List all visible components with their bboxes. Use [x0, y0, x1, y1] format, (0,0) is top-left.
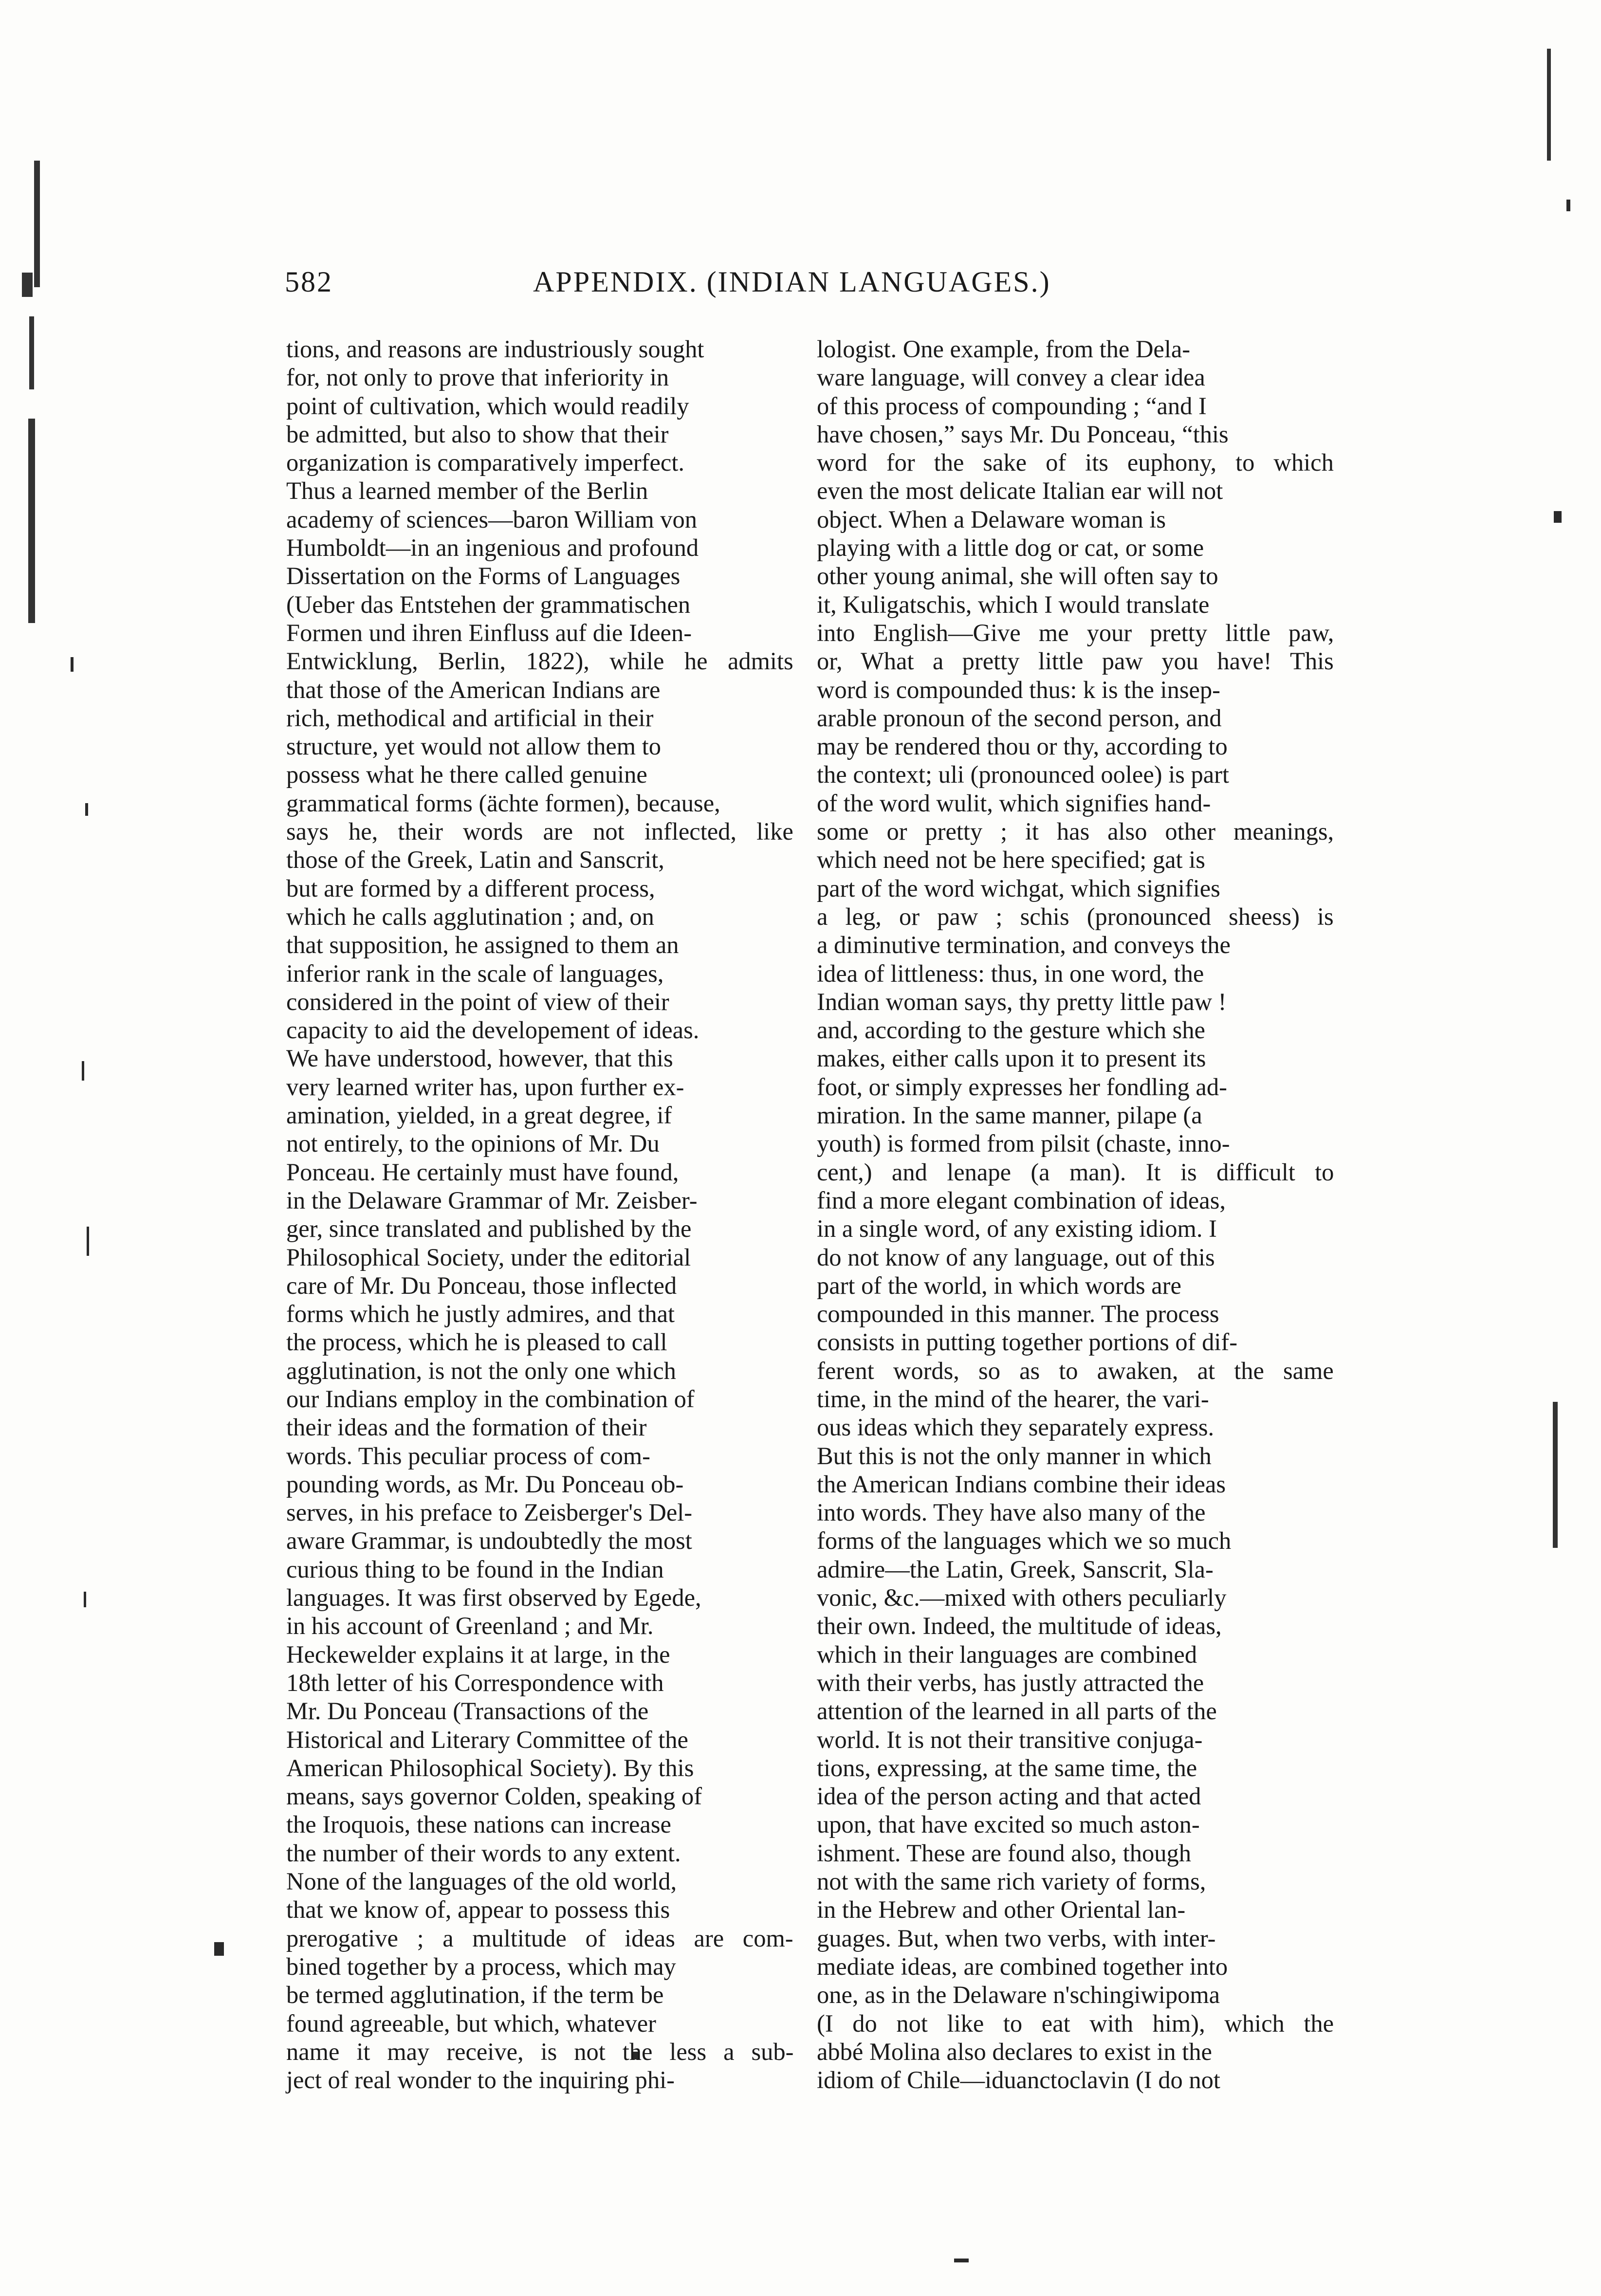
text-line: the process, which he is pleased to call [286, 1328, 667, 1356]
text-line: word is compounded thus: k is the insep- [817, 676, 1220, 703]
text-line: which he calls agglutination ; and, on [286, 902, 654, 930]
binding-mark-left [22, 273, 33, 297]
text-line: agglutination, is not the only one which [286, 1357, 676, 1384]
text-line: in the Delaware Grammar of Mr. Zeisber- [286, 1186, 698, 1214]
text-line: inferior rank in the scale of languages, [286, 959, 664, 987]
left-column [286, 335, 793, 2094]
text-line: prerogative ; a multitude of ideas are com- [286, 1924, 793, 1952]
text-line: languages. It was first observed by Egede, [286, 1584, 701, 1612]
text-line: Thus a learned member of the Berlin [286, 477, 648, 505]
text-line: may be rendered thou or thy, according to [817, 733, 1228, 760]
text-line: amination, yielded, in a great degree, if [286, 1102, 672, 1129]
speck [214, 1942, 224, 1956]
text-line: it, Kuligatschis, which I would translate [817, 590, 1210, 618]
page-number: 582 [285, 266, 333, 298]
text-line: idiom of Chile—iduanctoclavin (I do not [817, 2066, 1220, 2094]
text-line: find a more elegant combination of ideas, [817, 1186, 1226, 1214]
text-line: mediate ideas, are combined together into [817, 1952, 1228, 1980]
text-line: bined together by a process, which may [286, 1952, 676, 1980]
text-line: lologist. One example, from the Dela- [817, 335, 1191, 363]
text-line: world. It is not their transitive conjuga- [817, 1726, 1203, 1753]
text-line: tions, and reasons are industriously sought [286, 335, 704, 363]
text-line: idea of littleness: thus, in one word, the [817, 959, 1204, 987]
text-line: pounding words, as Mr. Du Ponceau ob- [286, 1470, 684, 1498]
text-line: makes, either calls upon it to present its [817, 1045, 1206, 1072]
text-line: Dissertation on the Forms of Languages [286, 562, 681, 590]
text-line: aware Grammar, is undoubtedly the most [286, 1527, 692, 1555]
text-line: youth) is formed from pilsit (chaste, inno- [817, 1130, 1230, 1157]
text-line: guages. But, when two verbs, with inter- [817, 1924, 1216, 1952]
text-line: of the word wulit, which signifies hand- [817, 789, 1211, 817]
text-line: that those of the American Indians are [286, 676, 661, 703]
text-line: the American Indians combine their ideas [817, 1470, 1226, 1498]
text-line: other young animal, she will often say to [817, 562, 1218, 590]
speck [82, 1061, 84, 1081]
text-line: consists in putting together portions of dif- [817, 1328, 1238, 1356]
text-line: name it may receive, is not the less a sub- [286, 2038, 794, 2065]
text-line: of this process of compounding ; “and I [817, 392, 1207, 420]
text-line: considered in the point of view of their [286, 988, 669, 1015]
text-line: Mr. Du Ponceau (Transactions of the [286, 1697, 649, 1725]
text-line: our Indians employ in the combination of [286, 1385, 695, 1413]
text-line: academy of sciences—baron William von [286, 505, 698, 533]
text-line: word for the sake of its euphony, to which [817, 449, 1334, 477]
text-line: foot, or simply expresses her fondling ad- [817, 1073, 1227, 1101]
text-line: ger, since translated and published by the [286, 1215, 692, 1243]
text-line: not entirely, to the opinions of Mr. Du [286, 1130, 660, 1157]
text-line: ishment. These are found also, though [817, 1839, 1192, 1867]
speck [85, 803, 88, 816]
text-line: their own. Indeed, the multitude of ideas, [817, 1612, 1222, 1640]
text-line: capacity to aid the developement of ideas. [286, 1016, 699, 1044]
text-line: attention of the learned in all parts of the [817, 1697, 1217, 1725]
text-line: that supposition, he assigned to them an [286, 931, 679, 959]
text-line: not with the same rich variety of forms, [817, 1868, 1206, 1895]
text-line: Indian woman says, thy pretty little paw ! [817, 988, 1227, 1015]
speck [71, 657, 74, 672]
text-line: words. This peculiar process of com- [286, 1442, 650, 1469]
binding-mark-left [34, 161, 40, 287]
right-column [817, 335, 1334, 2094]
text-line: tions, expressing, at the same time, the [817, 1754, 1197, 1782]
text-line: ject of real wonder to the inquiring phi- [286, 2066, 675, 2094]
text-line: part of the world, in which words are [817, 1271, 1181, 1299]
text-line: Historical and Literary Committee of the [286, 1726, 688, 1753]
text-line: ous ideas which they separately express. [817, 1414, 1215, 1441]
text-line: serves, in his preface to Zeisberger's Del- [286, 1499, 693, 1526]
text-line: for, not only to prove that inferiority in [286, 364, 669, 391]
text-line: do not know of any language, out of this [817, 1243, 1215, 1271]
text-line: curious thing to be found in the Indian [286, 1555, 664, 1583]
text-line: arable pronoun of the second person, and [817, 704, 1222, 732]
speck [954, 2259, 969, 2262]
text-line: and, according to the gesture which she [817, 1016, 1205, 1044]
text-line: says he, their words are not inflected, like [286, 818, 793, 845]
binding-mark-right [1553, 1402, 1558, 1548]
text-line: vonic, &c.—mixed with others peculiarly [817, 1584, 1227, 1612]
text-line: in his account of Greenland ; and Mr. [286, 1612, 654, 1640]
text-line: the context; uli (pronounced oolee) is part [817, 761, 1230, 789]
text-line: But this is not the only manner in which [817, 1442, 1212, 1469]
text-line: found agreeable, but which, whatever [286, 2009, 656, 2037]
text-line: one, as in the Delaware n'schingiwipoma [817, 1981, 1220, 2009]
text-line: structure, yet would not allow them to [286, 733, 661, 760]
text-line: possess what he there called genuine [286, 761, 647, 789]
text-line: a leg, or paw ; schis (pronounced sheess) is [817, 902, 1334, 930]
text-line: means, says governor Colden, speaking of [286, 1782, 702, 1810]
text-line: organization is comparatively imperfect. [286, 449, 684, 477]
text-line: some or pretty ; it has also other meanings, [817, 818, 1334, 845]
text-line: be termed agglutination, if the term be [286, 1981, 664, 2009]
text-line: care of Mr. Du Ponceau, those inflected [286, 1271, 677, 1299]
text-line: abbé Molina also declares to exist in the [817, 2038, 1212, 2065]
text-line: into English—Give me your pretty little paw, [817, 619, 1334, 646]
text-line: (Ueber das Entstehen der grammatischen [286, 590, 691, 618]
text-line: idea of the person acting and that acted [817, 1782, 1201, 1810]
text-line: ferent words, so as to awaken, at the same [817, 1357, 1334, 1384]
text-line: American Philosophical Society). By this [286, 1754, 694, 1782]
text-line: admire—the Latin, Greek, Sanscrit, Sla- [817, 1555, 1214, 1583]
text-line: in the Hebrew and other Oriental lan- [817, 1896, 1186, 1924]
text-line: playing with a little dog or cat, or some [817, 534, 1204, 562]
speck [1566, 200, 1570, 211]
page-header [285, 265, 1326, 309]
text-line: Philosophical Society, under the editorial [286, 1243, 691, 1271]
text-line: rich, methodical and artificial in their [286, 704, 654, 732]
text-line: those of the Greek, Latin and Sanscrit, [286, 846, 664, 874]
text-line: Heckewelder explains it at large, in the [286, 1640, 670, 1668]
text-line: forms which he justly admires, and that [286, 1300, 675, 1328]
text-line: (I do not like to eat with him), which the [817, 2009, 1334, 2037]
text-line: with their verbs, has justly attracted the [817, 1669, 1204, 1696]
text-line: point of cultivation, which would readily [286, 392, 689, 420]
text-line: which need not be here specified; gat is [817, 846, 1205, 874]
text-line: upon, that have excited so much aston- [817, 1811, 1200, 1838]
binding-mark-right [1547, 49, 1551, 161]
text-line: very learned writer has, upon further ex- [286, 1073, 684, 1101]
text-line: a diminutive termination, and conveys the [817, 931, 1231, 959]
text-line: 18th letter of his Correspondence with [286, 1669, 664, 1696]
text-line: or, What a pretty little paw you have! This [817, 647, 1334, 675]
text-line: cent,) and lenape (a man). It is difficult to [817, 1158, 1334, 1186]
text-line: in a single word, of any existing idiom. I [817, 1215, 1217, 1243]
text-line: Ponceau. He certainly must have found, [286, 1158, 679, 1186]
binding-mark-left [29, 316, 34, 389]
speck [84, 1592, 86, 1607]
binding-mark-left [28, 419, 35, 623]
text-line: We have understood, however, that this [286, 1045, 673, 1072]
text-line: the Iroquois, these nations can increase [286, 1811, 671, 1838]
text-line: be admitted, but also to show that their [286, 420, 669, 448]
text-line: even the most delicate Italian ear will not [817, 477, 1223, 505]
text-line: grammatical forms (ächte formen), because, [286, 789, 720, 817]
text-line: but are formed by a different process, [286, 874, 655, 902]
text-line: ware language, will convey a clear idea [817, 364, 1205, 391]
text-line: miration. In the same manner, pilape (a [817, 1102, 1202, 1129]
text-line: Formen und ihren Einfluss auf die Ideen- [286, 619, 692, 646]
text-line: forms of the languages which we so much [817, 1527, 1232, 1555]
speck [1554, 511, 1562, 523]
text-line: their ideas and the formation of their [286, 1414, 647, 1441]
text-line: compounded in this manner. The process [817, 1300, 1219, 1328]
text-line: part of the word wichgat, which signifies [817, 874, 1220, 902]
text-line: have chosen,” says Mr. Du Ponceau, “this [817, 420, 1229, 448]
text-line: that we know of, appear to possess this [286, 1896, 670, 1924]
speck [87, 1227, 89, 1256]
running-head: APPENDIX. (INDIAN LANGUAGES.) [533, 266, 1051, 298]
text-line: time, in the mind of the hearer, the vari- [817, 1385, 1209, 1413]
text-line: Humboldt—in an ingenious and profound [286, 534, 699, 562]
text-line: object. When a Delaware woman is [817, 505, 1166, 533]
text-line: Entwicklung, Berlin, 1822), while he admits [286, 647, 793, 675]
text-line: which in their languages are combined [817, 1640, 1197, 1668]
text-line: the number of their words to any extent. [286, 1839, 681, 1867]
text-line: None of the languages of the old world, [286, 1868, 677, 1895]
text-line: into words. They have also many of the [817, 1499, 1206, 1526]
